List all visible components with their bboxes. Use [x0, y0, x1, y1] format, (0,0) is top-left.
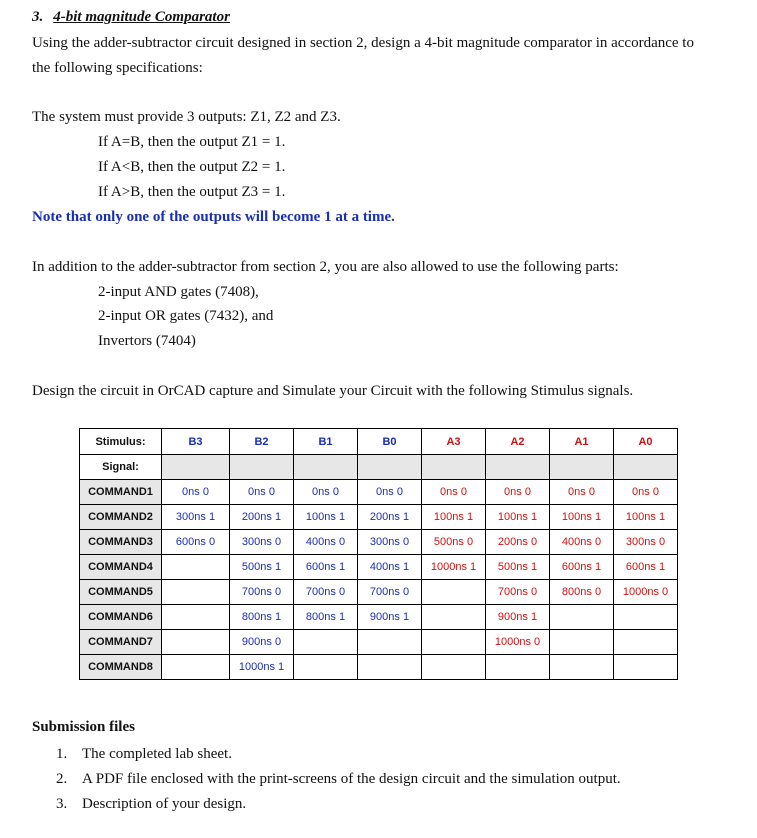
table-cell: 400ns 0	[294, 530, 358, 555]
table-cell: 300ns 0	[614, 530, 678, 555]
table-cell: 900ns 0	[230, 630, 294, 655]
table-cell	[162, 455, 230, 480]
col-header: B2	[230, 429, 294, 455]
table-cell	[422, 655, 486, 680]
section-number: 3.	[32, 9, 44, 25]
table-cell: 600ns 0	[162, 530, 230, 555]
table-cell: 700ns 0	[230, 580, 294, 605]
table-cell	[614, 630, 678, 655]
table-cell: 200ns 1	[358, 505, 422, 530]
stimulus-table	[79, 428, 678, 680]
parts-intro: In addition to the adder-subtractor from section 2, you are also allowed to use the following parts:	[32, 259, 619, 275]
table-cell	[422, 580, 486, 605]
condition-z2: If A<B, then the output Z2 = 1.	[98, 159, 286, 175]
command-label: COMMAND5	[80, 580, 162, 605]
table-cell: 0ns 0	[294, 480, 358, 505]
table-cell: 0ns 0	[614, 480, 678, 505]
table-cell: 300ns 0	[358, 530, 422, 555]
table-cell: 700ns 0	[358, 580, 422, 605]
table-row	[80, 480, 678, 505]
table-cell	[614, 455, 678, 480]
table-row	[80, 655, 678, 680]
intro-line-1: Using the adder-subtractor circuit designed in section 2, design a 4-bit magnitude comparator in accordance to	[32, 35, 694, 51]
table-cell	[294, 655, 358, 680]
table-cell	[358, 655, 422, 680]
signal-label: Signal:	[80, 455, 162, 480]
table-cell: 0ns 0	[486, 480, 550, 505]
table-cell	[294, 630, 358, 655]
table-cell: 0ns 0	[550, 480, 614, 505]
table-cell: 800ns 0	[550, 580, 614, 605]
table-cell	[162, 605, 230, 630]
table-cell: 100ns 1	[550, 505, 614, 530]
table-cell: 0ns 0	[422, 480, 486, 505]
table-cell	[550, 605, 614, 630]
table-cell: 600ns 1	[294, 555, 358, 580]
stimulus-label: Stimulus:	[80, 429, 162, 455]
section-title: 4-bit magnitude Comparator	[53, 9, 230, 25]
table-cell: 0ns 0	[162, 480, 230, 505]
table-cell	[550, 455, 614, 480]
table-cell	[294, 455, 358, 480]
table-row	[80, 505, 678, 530]
table-cell: 300ns 0	[230, 530, 294, 555]
intro-line-2: the following specifications:	[32, 60, 203, 76]
table-cell	[358, 455, 422, 480]
table-header-row	[80, 429, 678, 455]
table-cell: 100ns 1	[614, 505, 678, 530]
col-header: A0	[614, 429, 678, 455]
table-row	[80, 630, 678, 655]
col-header: B3	[162, 429, 230, 455]
table-cell: 900ns 1	[358, 605, 422, 630]
part-and-gates: 2-input AND gates (7408),	[98, 284, 259, 300]
table-cell: 1000ns 1	[230, 655, 294, 680]
condition-z1: If A=B, then the output Z1 = 1.	[98, 134, 286, 150]
col-header: A1	[550, 429, 614, 455]
table-cell	[162, 630, 230, 655]
command-label: COMMAND8	[80, 655, 162, 680]
table-cell: 700ns 0	[294, 580, 358, 605]
table-cell	[422, 455, 486, 480]
table-cell: 100ns 1	[294, 505, 358, 530]
table-cell	[162, 655, 230, 680]
table-cell	[422, 605, 486, 630]
table-cell	[614, 605, 678, 630]
condition-z3: If A>B, then the output Z3 = 1.	[98, 184, 286, 200]
table-cell: 500ns 0	[422, 530, 486, 555]
table-cell: 600ns 1	[550, 555, 614, 580]
table-row	[80, 530, 678, 555]
col-header: B1	[294, 429, 358, 455]
table-cell: 1000ns 0	[614, 580, 678, 605]
outputs-line: The system must provide 3 outputs: Z1, Z2 and Z3.	[32, 109, 341, 125]
table-cell: 100ns 1	[486, 505, 550, 530]
table-cell	[486, 455, 550, 480]
table-cell	[162, 555, 230, 580]
command-label: COMMAND6	[80, 605, 162, 630]
submission-title: Submission files	[32, 719, 135, 735]
table-cell	[486, 655, 550, 680]
table-cell: 900ns 1	[486, 605, 550, 630]
table-cell	[162, 580, 230, 605]
table-cell: 700ns 0	[486, 580, 550, 605]
table-cell: 800ns 1	[230, 605, 294, 630]
table-cell: 400ns 0	[550, 530, 614, 555]
design-line: Design the circuit in OrCAD capture and Simulate your Circuit with the following Stimulus signals.	[32, 383, 634, 399]
table-cell: 500ns 1	[230, 555, 294, 580]
col-header: A3	[422, 429, 486, 455]
table-row	[80, 555, 678, 580]
submission-list	[56, 742, 621, 817]
list-item: 2. A PDF file enclosed with the print-screens of the design circuit and the simulation output.	[56, 771, 621, 787]
signal-row	[80, 455, 678, 480]
list-item: 3. Description of your design.	[56, 796, 247, 812]
table-cell: 800ns 1	[294, 605, 358, 630]
part-or-gates: 2-input OR gates (7432), and	[98, 308, 274, 324]
table-cell: 0ns 0	[358, 480, 422, 505]
table-cell	[614, 655, 678, 680]
col-header: A2	[486, 429, 550, 455]
table-cell: 1000ns 0	[486, 630, 550, 655]
command-label: COMMAND3	[80, 530, 162, 555]
command-label: COMMAND7	[80, 630, 162, 655]
table-cell: 200ns 1	[230, 505, 294, 530]
table-cell	[550, 655, 614, 680]
table-cell	[422, 630, 486, 655]
table-cell: 400ns 1	[358, 555, 422, 580]
table-cell: 600ns 1	[614, 555, 678, 580]
table-cell	[358, 630, 422, 655]
list-item: 1. The completed lab sheet.	[56, 746, 232, 762]
command-label: COMMAND1	[80, 480, 162, 505]
table-cell	[550, 630, 614, 655]
command-label: COMMAND2	[80, 505, 162, 530]
note-line: Note that only one of the outputs will become 1 at a time.	[32, 209, 395, 225]
table-cell: 0ns 0	[230, 480, 294, 505]
table-cell	[230, 455, 294, 480]
table-cell: 200ns 0	[486, 530, 550, 555]
table-cell: 1000ns 1	[422, 555, 486, 580]
table-cell: 500ns 1	[486, 555, 550, 580]
col-header: B0	[358, 429, 422, 455]
table-row	[80, 605, 678, 630]
command-label: COMMAND4	[80, 555, 162, 580]
section-heading	[32, 8, 230, 26]
table-cell: 300ns 1	[162, 505, 230, 530]
table-row	[80, 580, 678, 605]
part-invertors: Invertors (7404)	[98, 333, 196, 349]
table-cell: 100ns 1	[422, 505, 486, 530]
